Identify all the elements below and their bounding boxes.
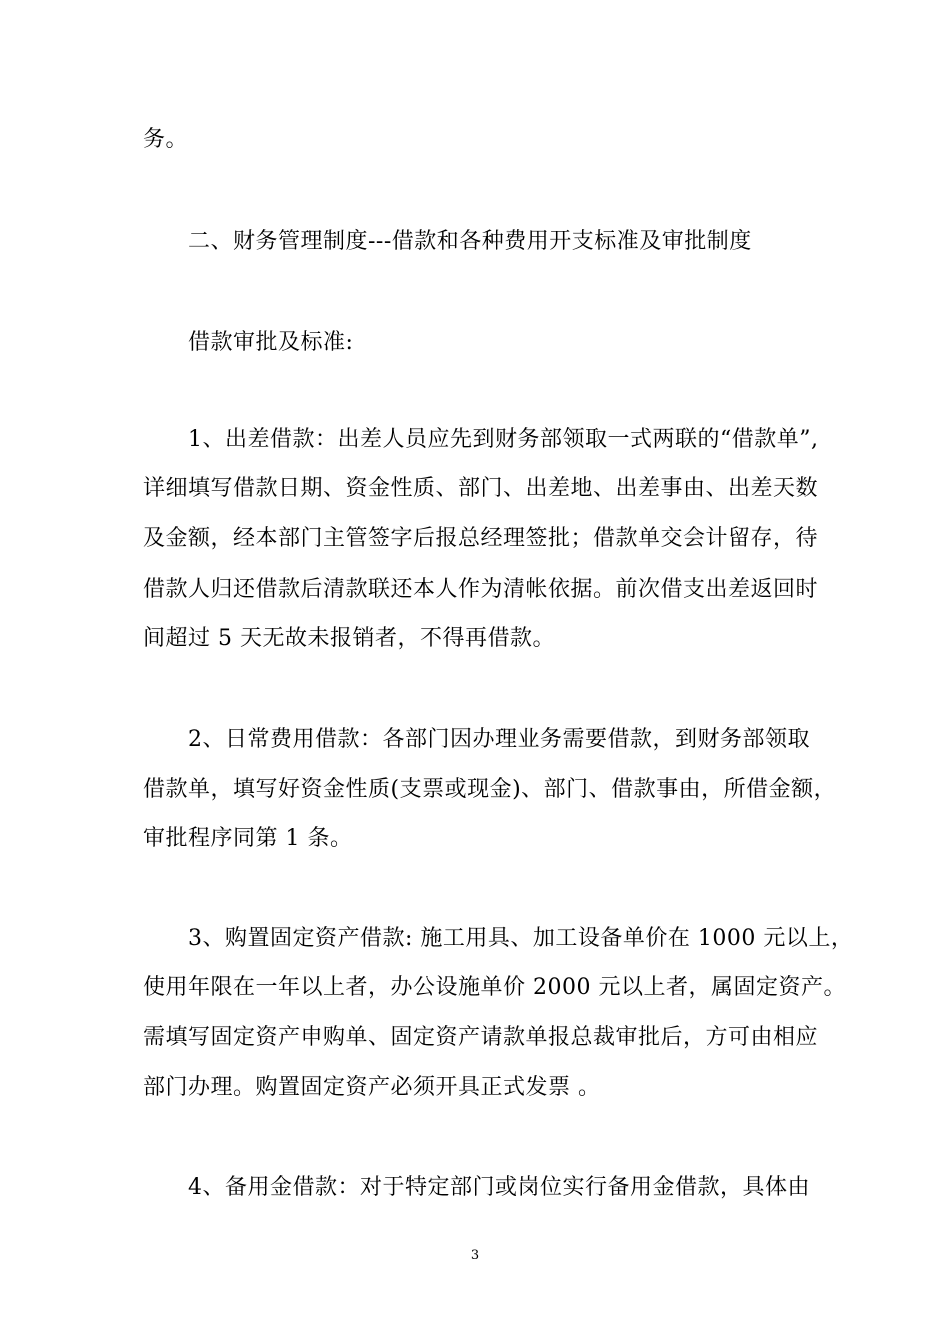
paragraph-line: 1、出差借款：出差人员应先到财务部领取一式两联的“借款单”, [188,427,819,452]
paragraph-line: 借款人归还借款后清款联还本人作为清帐依据。前次借支出差返回时 [143,577,819,602]
paragraph-line: 及金额，经本部门主管签字后报总经理签批；借款单交会计留存，待 [143,526,819,551]
subheading: 借款审批及标准: [188,330,354,355]
paragraph-line: 4、备用金借款：对于特定部门或岗位实行备用金借款，具体由 [188,1175,810,1200]
paragraph-line: 借款单，填写好资金性质(支票或现金)、部门、借款事由，所借金额， [143,777,837,802]
paragraph-line: 使用年限在一年以上者，办公设施单价 2000 元以上者，属固定资产。 [143,975,846,1000]
continuation-text: 务。 [143,127,189,152]
section-heading: 二、财务管理制度---借款和各种费用开支标准及审批制度 [188,229,752,254]
paragraph-line: 详细填写借款日期、资金性质、部门、出差地、出差事由、出差天数 [143,476,819,501]
paragraph-line: 间超过 5 天无故未报销者，不得再借款。 [143,626,555,651]
paragraph-line: 3、购置固定资产借款: 施工用具、加工设备单价在 1000 元以上， [188,926,854,951]
page-number: 3 [470,1248,480,1263]
paragraph-line: 需填写固定资产申购单、固定资产请款单报总裁审批后，方可由相应 [143,1025,819,1050]
paragraph-line: 2、日常费用借款：各部门因办理业务需要借款，到财务部领取 [188,727,810,752]
paragraph-line: 部门办理。购置固定资产必须开具正式发票 。 [143,1075,601,1100]
paragraph-line: 审批程序同第 1 条。 [143,826,353,851]
